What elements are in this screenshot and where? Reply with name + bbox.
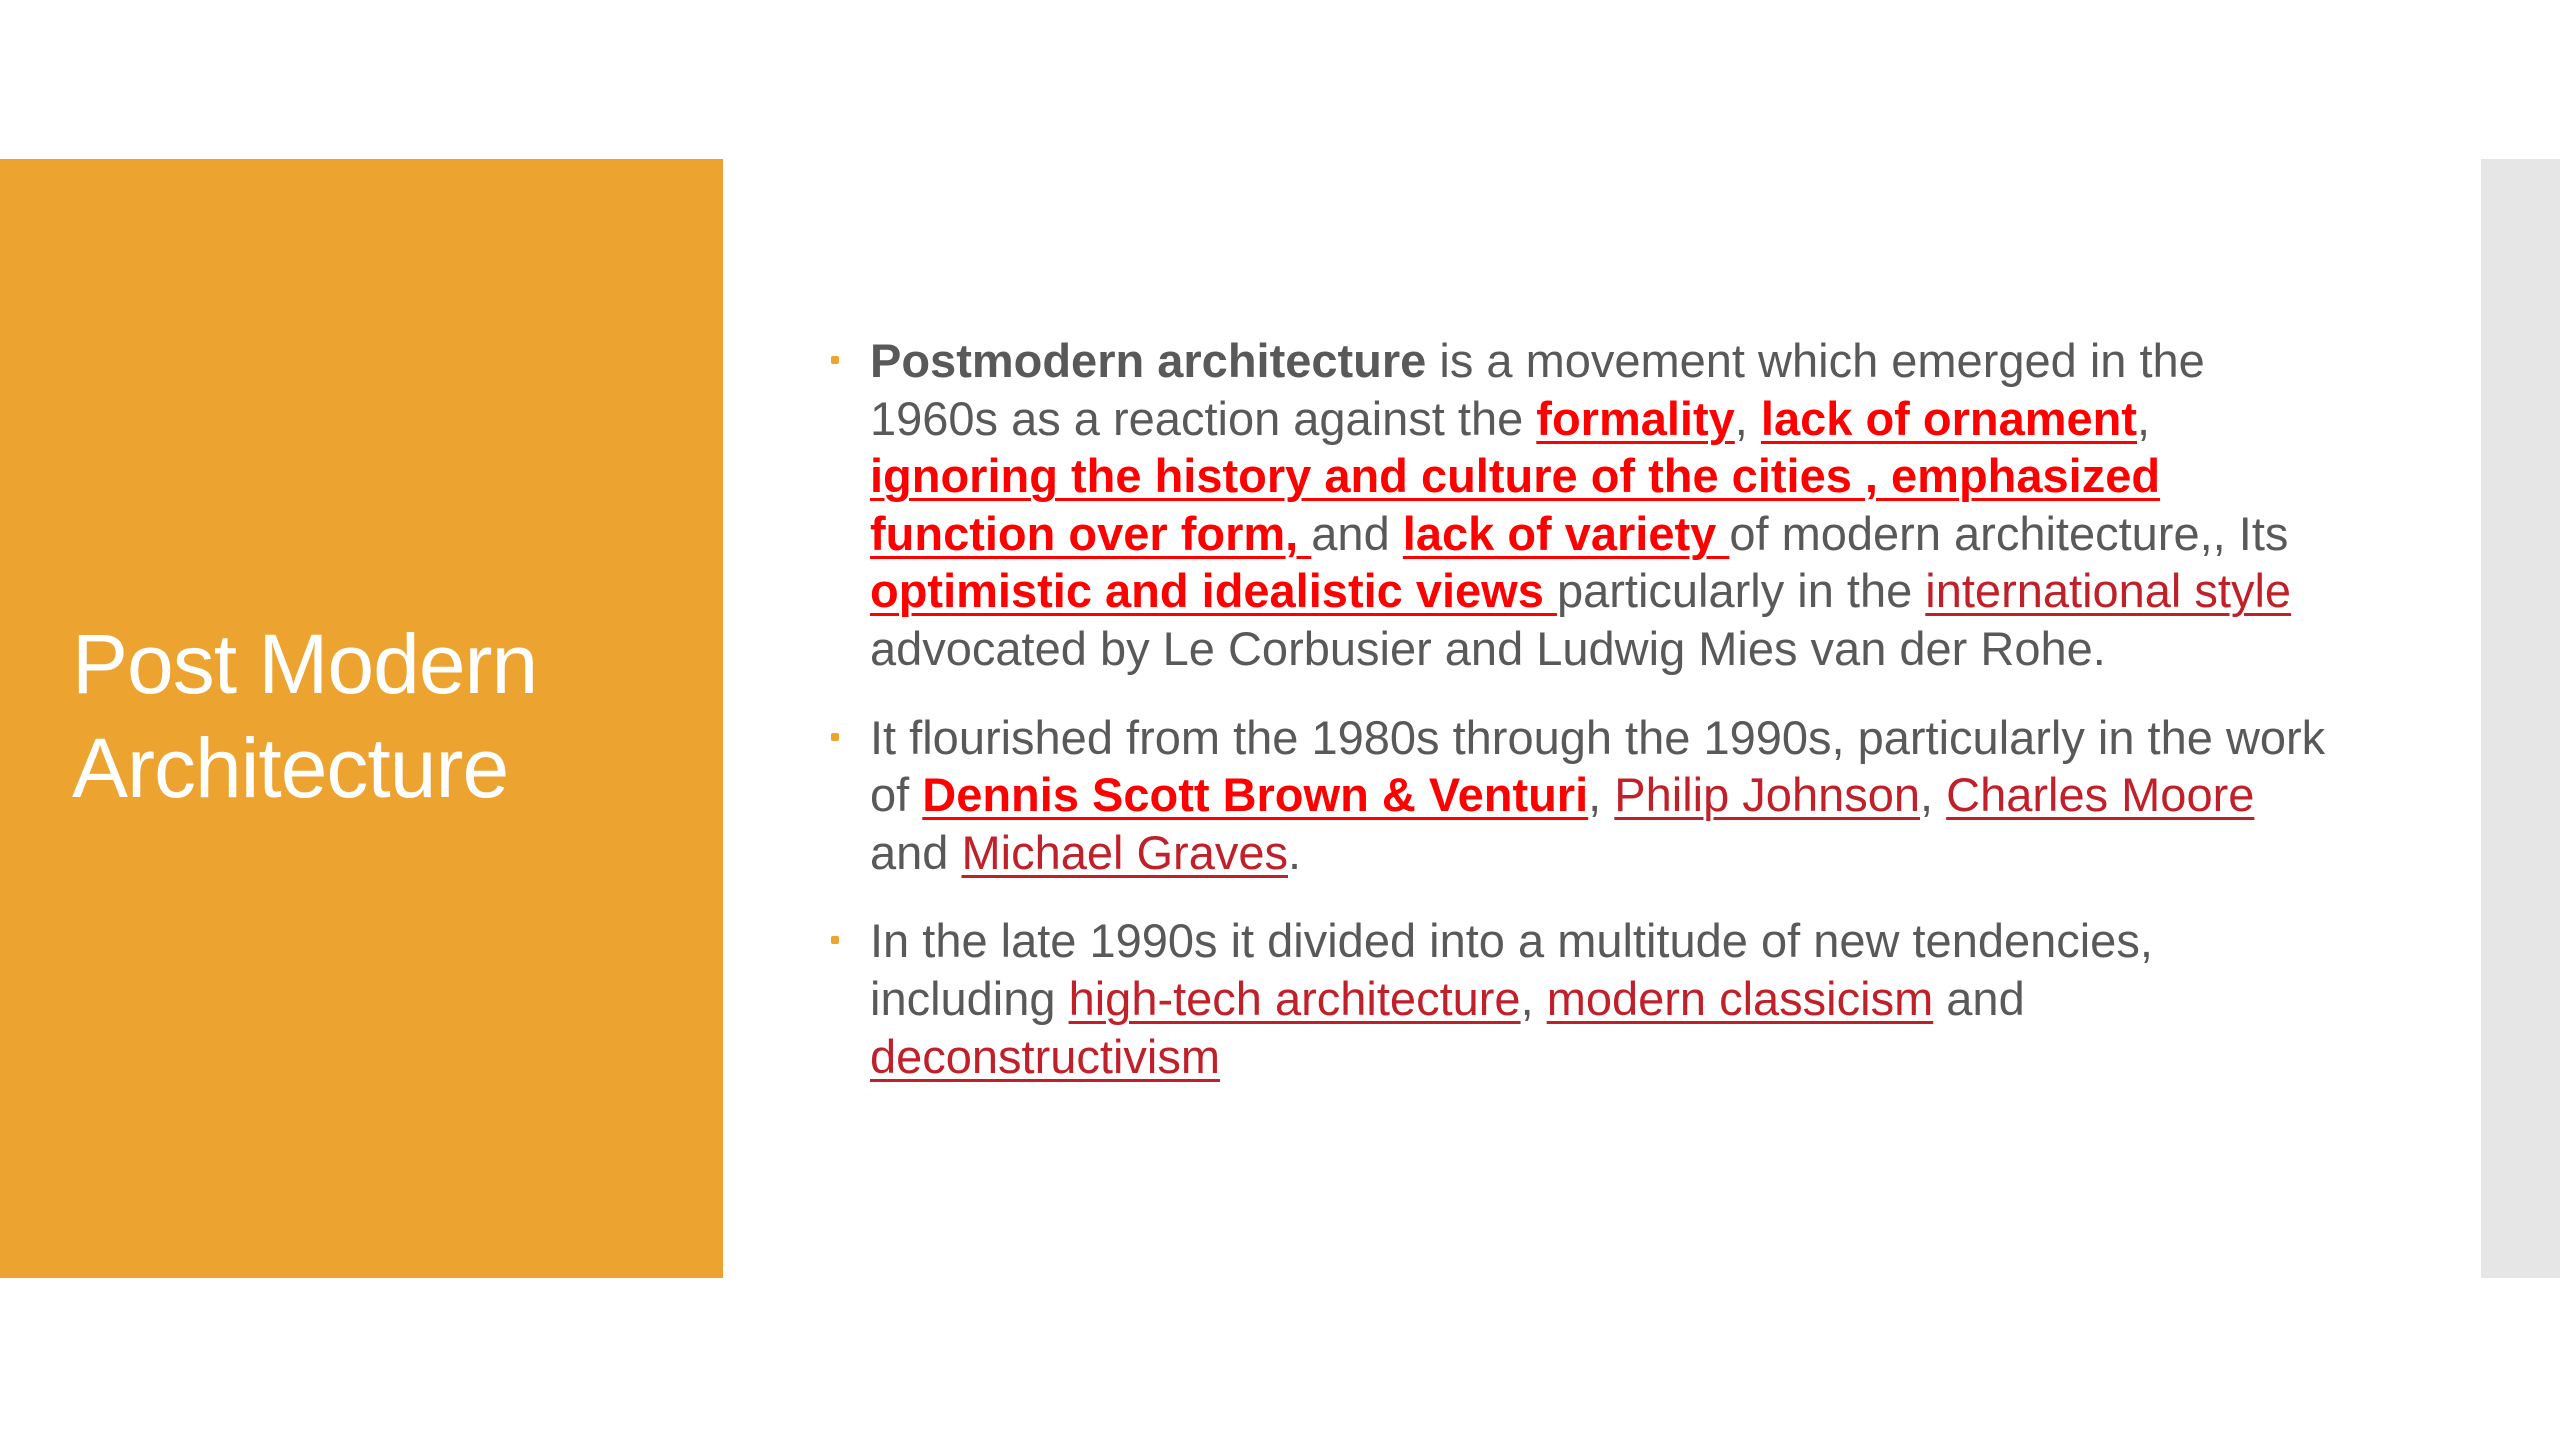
bullet-icon — [831, 733, 839, 741]
p1-text-4: and — [1311, 506, 1403, 560]
link-dennis-scott-brown-venturi[interactable]: Dennis Scott Brown & Venturi — [922, 768, 1589, 822]
bullet-paragraph-1 — [822, 332, 2342, 678]
bullet-icon — [831, 936, 839, 944]
link-modern-classicism[interactable]: modern classicism — [1546, 971, 1934, 1025]
link-lack-of-ornament[interactable]: lack of ornament — [1760, 391, 2138, 445]
p2-text-5: . — [1287, 825, 1302, 879]
slide-title-line-1: Post Modern — [72, 617, 538, 711]
link-formality[interactable]: formality — [1536, 391, 1735, 445]
p3-text-1: In the late 1990s it divided into a multitude of new tendencies, including — [870, 914, 2153, 1025]
link-michael-graves[interactable]: Michael Graves — [961, 825, 1288, 879]
link-charles-moore[interactable]: Charles Moore — [1946, 768, 2255, 822]
link-ignoring-history[interactable]: ignoring the history and culture of the cities , emphasized function over form, — [870, 449, 2161, 560]
slide-body — [822, 332, 2342, 1116]
link-lack-of-variety[interactable]: lack of variety — [1402, 506, 1730, 560]
p1-text-3: , — [2137, 391, 2151, 445]
term-postmodern-architecture: Postmodern architecture — [870, 334, 1427, 387]
link-high-tech-architecture[interactable]: high-tech architecture — [1068, 971, 1521, 1025]
p1-text-1: is a movement which emerged in the 1960s as a reaction against the — [870, 334, 2205, 445]
p3-text-2: , — [1520, 971, 1547, 1025]
slide-title — [72, 612, 692, 820]
p1-text-7: advocated by Le Corbusier and Ludwig Mies van der Rohe. — [870, 621, 2106, 675]
p2-text-2: , — [1588, 768, 1615, 822]
p2-text-3: , — [1920, 768, 1947, 822]
link-optimistic-idealistic-views[interactable]: optimistic and idealistic views — [870, 564, 1557, 618]
bullet-paragraph-2 — [822, 709, 2342, 882]
p3-text-3: and — [1933, 971, 2025, 1025]
link-deconstructivism[interactable]: deconstructivism — [870, 1029, 1220, 1083]
p1-text-5: of modern architecture,, Its — [1729, 506, 2289, 560]
bullet-icon — [831, 356, 839, 364]
right-accent-band — [2481, 159, 2560, 1278]
p1-text-2: , — [1734, 391, 1761, 445]
link-international-style[interactable]: international style — [1925, 564, 2292, 618]
bullet-paragraph-3 — [822, 912, 2342, 1085]
slide-title-line-2: Architecture — [72, 721, 509, 815]
link-philip-johnson[interactable]: Philip Johnson — [1614, 768, 1921, 822]
p1-text-6: particularly in the — [1556, 564, 1926, 618]
p2-text-1: It flourished from the 1980s through the 1990s, particularly in the work of — [870, 710, 2326, 822]
p2-text-4: and — [870, 825, 962, 879]
